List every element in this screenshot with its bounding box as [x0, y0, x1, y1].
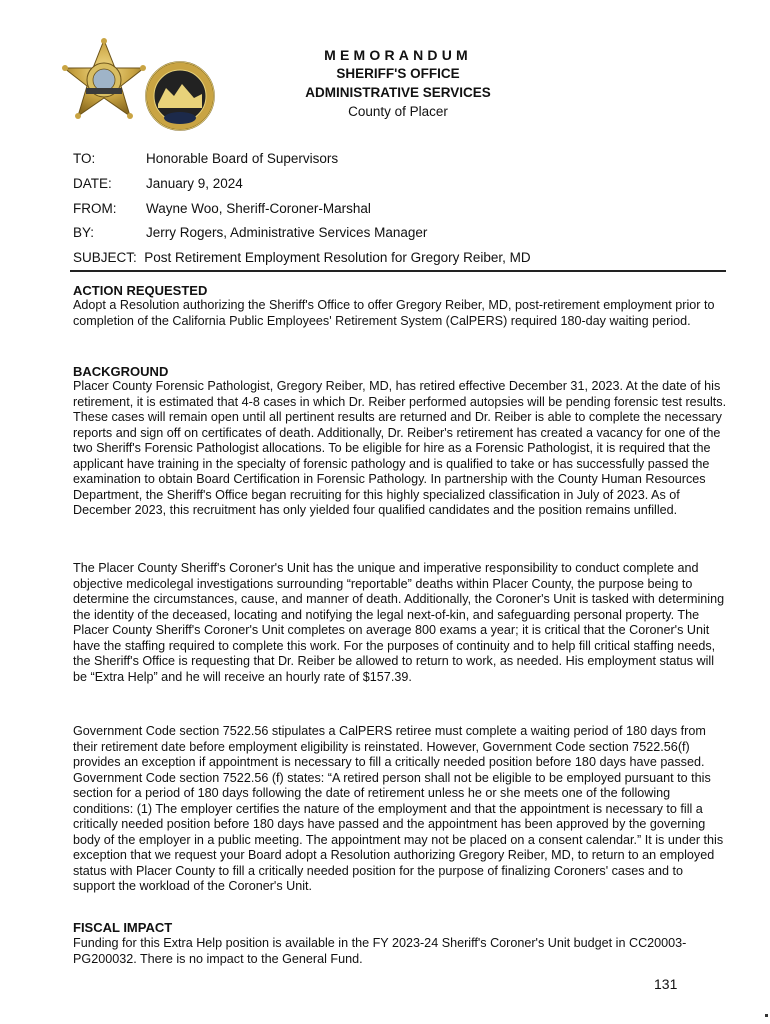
- action-heading: ACTION REQUESTED: [73, 283, 208, 298]
- background-text-1: Placer County Forensic Pathologist, Gregory Reiber, MD, has retired effective December 31, 2023. At the date of his retirement, it is estimated that 4-8 cases in which Dr. Reiber performed autopsies will be pending forensic test results. These cases will remain open until all pertinent results are returned and Dr. Reiber is able to complete the necessary reports and sign off on certificates of death. Additionally, Dr. Reiber's retirement has created a vacancy for one of the two Sheriff's Forensic Pathologist allocations. To be eligible for hire as a Forensic Pathologist, it is required that the applicant have training in the specialty of forensic pathology and is qualified to take or has successfully passed the examination to obtain Board Certification in Forensic Pathology. In partnership with the County Human Resources Department, the Sheriff's Office began recruiting for this highly specialized classification in July of 2023. As of December 2023, this recruitment has only yielded four qualified candidates and the position remains unfilled.: [73, 379, 727, 517]
- sheriff-star-badge-icon: [62, 38, 222, 138]
- subject-field: [73, 249, 531, 267]
- to-value: Honorable Board of Supervisors: [146, 151, 339, 166]
- fiscal-heading: FISCAL IMPACT: [73, 920, 173, 935]
- background-paragraph-3: [73, 724, 727, 895]
- memo-header: [280, 46, 516, 121]
- office-name: SHERIFF'S OFFICE: [336, 66, 460, 81]
- date-field: [73, 175, 243, 193]
- background-text-2: The Placer County Sheriff's Coroner's Unit has the unique and imperative responsibility to conduct complete and objective medicolegal investigations surrounding “reportable” deaths within Placer County, the purpose being to determine the circumstances, cause, and manner of death. Additionally, the Coroner's Unit is tasked with determining the identity of the deceased, locating and notifying the legal next-of-kin, and safeguarding personal property. The Placer County Sheriff's Coroner's Unit completes on average 800 exams a year; it is critical that the Coroner's Unit have the staffing required to complete this work. For the purposes of continuity and to help fill critical staffing needs, the Sheriff's Office is requesting that Dr. Reiber be allowed to return to work, as needed. His employment status will be “Extra Help” and he will receive an hourly rate of $157.39.: [73, 561, 725, 684]
- from-label: FROM:: [73, 201, 117, 216]
- date-value: January 9, 2024: [146, 176, 243, 191]
- header-divider: [70, 270, 726, 272]
- by-value: Jerry Rogers, Administrative Services Manager: [146, 225, 428, 240]
- action-text: Adopt a Resolution authorizing the Sheriff's Office to offer Gregory Reiber, MD, post-retirement employment prior to completion of the California Public Employees' Retirement System (CalPERS) required 180-day waiting period.: [73, 298, 715, 328]
- page-mark: [765, 1014, 768, 1017]
- header-logos: [62, 38, 222, 138]
- by-field: [73, 224, 427, 242]
- to-field: [73, 150, 338, 168]
- division-name: ADMINISTRATIVE SERVICES: [305, 85, 491, 100]
- memo-title: MEMORANDUM: [324, 47, 472, 63]
- background-text-3: Government Code section 7522.56 stipulates a CalPERS retiree must complete a waiting period of 180 days from their retirement date before employment eligibility is reinstated. However, Government Code section 7522.56(f) provides an exception if appointment is necessary to fill a critically needed position before 180 days have passed. Government Code section 7522.56 (f) states: “A retired person shall not be eligible to be employed pursuant to this section for a period of 180 days following the date of retirement unless he or she meets one of the following conditions: (1) The employer certifies the nature of the employment and that the appointment is necessary to fill a critically needed position before 180 days have passed and the appointment has been approved by the governing body of the employer in a public meeting. The appointment may not be placed on a consent calendar.” It is under this exception that we request your Board adopt a Resolution authorizing Gregory Reiber, MD, to return to an employed status with Placer County to fill a critically needed position for the purpose of finalizing Coroners' cases and to support the workload of the Coroner's Unit.: [73, 724, 724, 893]
- county-name: County of Placer: [348, 104, 448, 119]
- background-heading: BACKGROUND: [73, 364, 169, 379]
- from-field: [73, 200, 371, 218]
- action-paragraph: [73, 298, 727, 329]
- from-value: Wayne Woo, Sheriff-Coroner-Marshal: [146, 201, 371, 216]
- fiscal-text: Funding for this Extra Help position is available in the FY 2023-24 Sheriff's Coroner's Unit budget in CC20003-PG200032. There is no impact to the General Fund.: [73, 936, 687, 966]
- page-number: 131: [654, 976, 678, 992]
- subject-label: SUBJECT:: [73, 250, 137, 265]
- to-label: TO:: [73, 151, 96, 166]
- date-label: DATE:: [73, 176, 112, 191]
- background-paragraph-2: [73, 561, 727, 685]
- fiscal-paragraph: [73, 936, 727, 967]
- by-label: BY:: [73, 225, 95, 240]
- background-paragraph-1: [73, 379, 727, 519]
- subject-value: Post Retirement Employment Resolution for Gregory Reiber, MD: [144, 250, 531, 265]
